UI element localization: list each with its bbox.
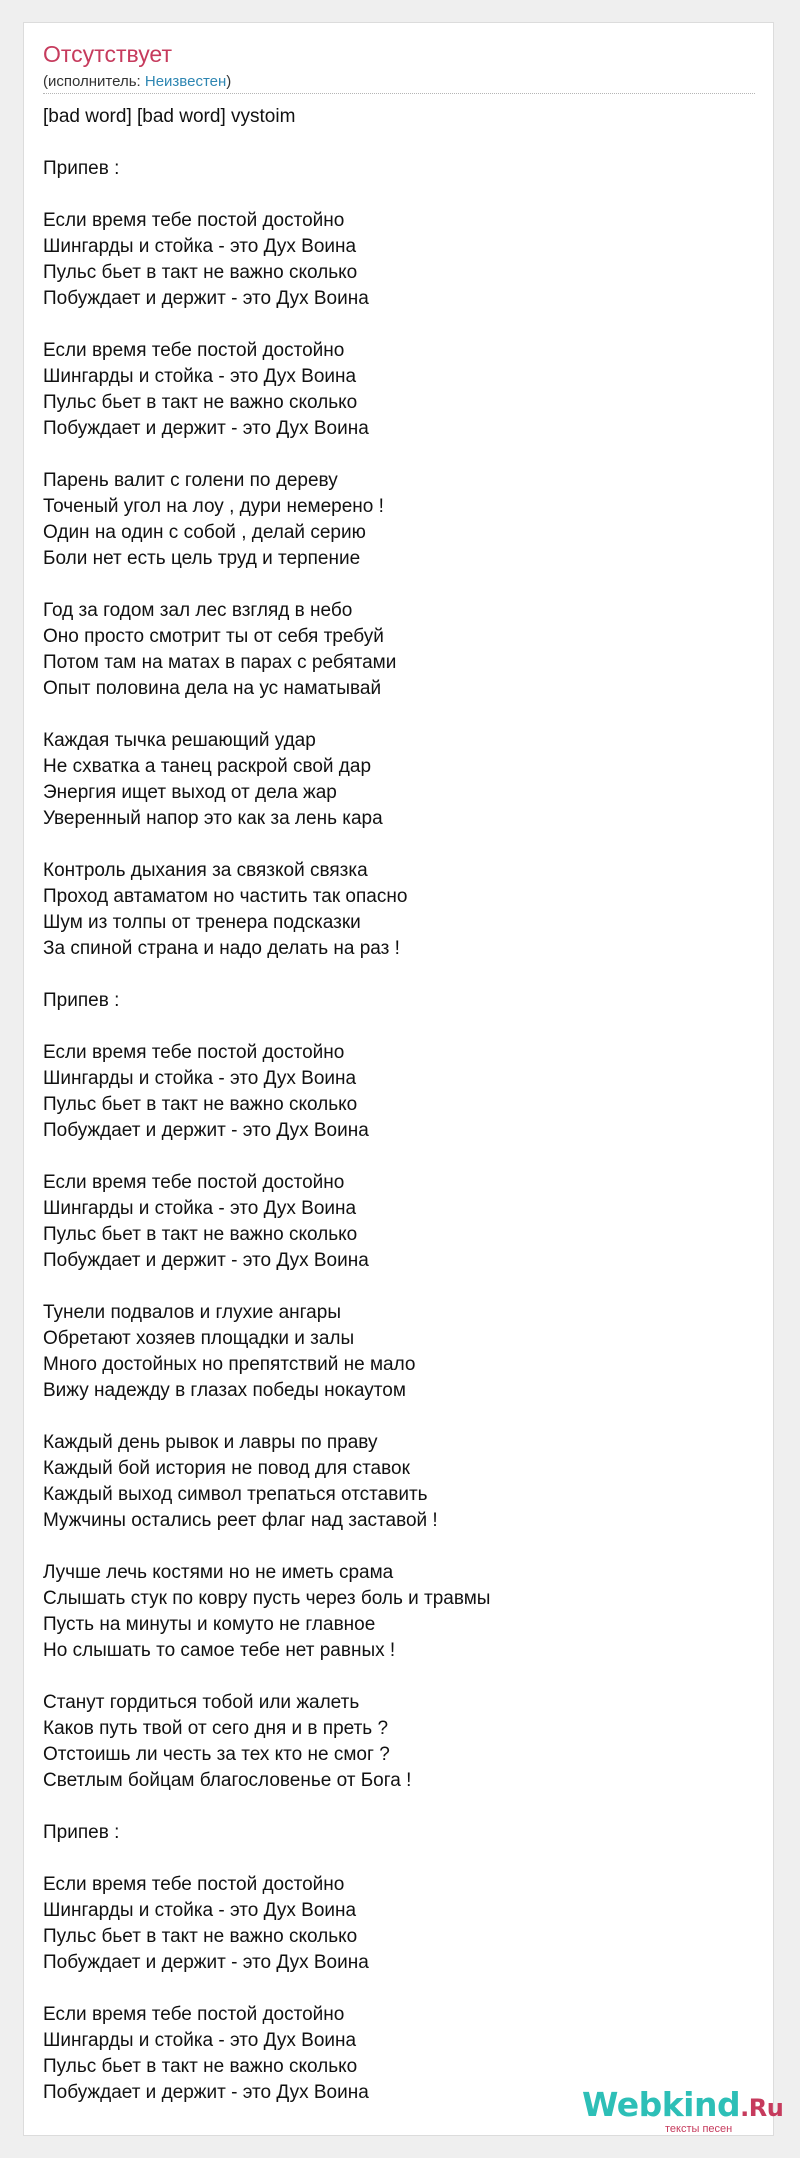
lyric-line: Каждая тычка решающий удар bbox=[43, 730, 316, 751]
lyric-line: Шингарды и стойка - это Дух Воина bbox=[43, 2030, 357, 2051]
lyric-line: Один на один с собой , делай серию bbox=[43, 522, 366, 543]
lyric-line: Оно просто смотрит ты от себя требуй bbox=[43, 626, 384, 647]
lyric-line: Шингарды и стойка - это Дух Воина bbox=[43, 236, 357, 257]
stanza-gap bbox=[43, 1014, 755, 1040]
artist-link[interactable]: Неизвестен bbox=[144, 73, 227, 90]
stanza-gap bbox=[43, 1534, 755, 1560]
lyric-line: Побуждает и держит - это Дух Воина bbox=[43, 1952, 369, 1973]
stanza-gap bbox=[43, 130, 755, 156]
lyric-line: Пульс бьет в такт не важно сколько bbox=[43, 1094, 358, 1115]
lyric-line: Шингарды и стойка - это Дух Воина bbox=[43, 1900, 357, 1921]
lyric-line: Парень валит с голени по дереву bbox=[43, 470, 338, 491]
lyric-line: Каждый день рывок и лавры по праву bbox=[43, 1432, 378, 1453]
lyric-line: [bad word] [bad word] vystoim bbox=[43, 106, 296, 127]
lyric-line: Энергия ищет выход от дела жар bbox=[43, 782, 337, 803]
lyric-line: Вижу надежду в глазах победы нокаутом bbox=[43, 1380, 406, 1401]
stanza-gap bbox=[43, 182, 755, 208]
lyrics-text bbox=[43, 104, 755, 2106]
lyric-line: Припев : bbox=[43, 990, 120, 1011]
lyric-line: Светлым бойцам благословенье от Бога ! bbox=[43, 1770, 412, 1791]
lyric-line: Пульс бьет в такт не важно сколько bbox=[43, 392, 358, 413]
lyric-line: Проход автаматом но частить так опасно bbox=[43, 886, 408, 907]
lyric-line: Пульс бьет в такт не важно сколько bbox=[43, 262, 358, 283]
lyric-line: За спиной страна и надо делать на раз ! bbox=[43, 938, 400, 959]
stanza-gap bbox=[43, 702, 755, 728]
lyric-line: Каждый бой история не повод для ставок bbox=[43, 1458, 410, 1479]
byline-prefix: (исполнитель: bbox=[43, 73, 145, 90]
stanza-gap bbox=[43, 1274, 755, 1300]
lyric-line: Если время тебе постой достойно bbox=[43, 1172, 345, 1193]
lyric-line: Припев : bbox=[43, 1822, 120, 1843]
lyric-line: Если время тебе постой достойно bbox=[43, 1874, 345, 1895]
stanza-gap bbox=[43, 962, 755, 988]
stanza-gap bbox=[43, 1846, 755, 1872]
stanza-gap bbox=[43, 1144, 755, 1170]
lyric-line: Не схватка а танец раскрой свой дар bbox=[43, 756, 372, 777]
stanza-gap bbox=[43, 1976, 755, 2002]
lyric-line: Обретают хозяев площадки и залы bbox=[43, 1328, 355, 1349]
stanza-gap bbox=[43, 832, 755, 858]
lyric-line: Припев : bbox=[43, 158, 120, 179]
lyric-line: Потом там на матах в парах с ребятами bbox=[43, 652, 397, 673]
lyric-line: Слышать стук по ковру пусть через боль и травмы bbox=[43, 1588, 491, 1609]
lyric-line: Опыт половина дела на ус наматывай bbox=[43, 678, 382, 699]
lyric-line: Каков путь твой от сего дня и в преть ? bbox=[43, 1718, 389, 1739]
lyric-line: Побуждает и держит - это Дух Воина bbox=[43, 1120, 369, 1141]
lyric-line: Побуждает и держит - это Дух Воина bbox=[43, 2082, 369, 2103]
lyric-line: Шингарды и стойка - это Дух Воина bbox=[43, 1068, 357, 1089]
lyric-line: Много достойных но препятствий не мало bbox=[43, 1354, 416, 1375]
logo-tagline: тексты песен bbox=[665, 2123, 733, 2135]
lyric-line: Побуждает и держит - это Дух Воина bbox=[43, 288, 369, 309]
lyric-line: Год за годом зал лес взгляд в небо bbox=[43, 600, 353, 621]
song-title: Отсутствует bbox=[43, 41, 172, 67]
artist-byline bbox=[43, 73, 231, 91]
stanza-gap bbox=[43, 312, 755, 338]
lyric-line: Если время тебе постой достойно bbox=[43, 2004, 345, 2025]
logo-wordmark: Webkind.Ru bbox=[582, 2085, 784, 2124]
lyric-line: Если время тебе постой достойно bbox=[43, 1042, 345, 1063]
stanza-gap bbox=[43, 572, 755, 598]
lyric-line: Пусть на минуты и комуто не главное bbox=[43, 1614, 376, 1635]
lyric-line: Пульс бьет в такт не важно сколько bbox=[43, 2056, 358, 2077]
lyric-line: Шингарды и стойка - это Дух Воина bbox=[43, 1198, 357, 1219]
lyric-line: Точеный угол на лоу , дури немерено ! bbox=[43, 496, 384, 517]
title-divider bbox=[43, 93, 755, 94]
lyric-line: Каждый выход символ трепаться отставить bbox=[43, 1484, 428, 1505]
lyric-line: Если время тебе постой достойно bbox=[43, 210, 345, 231]
lyric-line: Побуждает и держит - это Дух Воина bbox=[43, 1250, 369, 1271]
byline-suffix: ) bbox=[226, 73, 232, 90]
lyric-line: Мужчины остались реет флаг над заставой ! bbox=[43, 1510, 438, 1531]
lyric-line: Но слышать то самое тебе нет равных ! bbox=[43, 1640, 396, 1661]
lyric-line: Боли нет есть цель труд и терпение bbox=[43, 548, 361, 569]
lyric-line: Отстоишь ли честь за тех кто не смог ? bbox=[43, 1744, 390, 1765]
lyric-line: Пульс бьет в такт не важно сколько bbox=[43, 1224, 358, 1245]
lyric-line: Побуждает и держит - это Дух Воина bbox=[43, 418, 369, 439]
lyric-line: Лучше лечь костями но не иметь срама bbox=[43, 1562, 394, 1583]
webkind-logo[interactable] bbox=[582, 2085, 784, 2136]
lyric-line: Контроль дыхания за связкой связка bbox=[43, 860, 368, 881]
lyric-line: Тунели подвалов и глухие ангары bbox=[43, 1302, 341, 1323]
lyric-line: Шингарды и стойка - это Дух Воина bbox=[43, 366, 357, 387]
stanza-gap bbox=[43, 442, 755, 468]
lyric-line: Шум из толпы от тренера подсказки bbox=[43, 912, 361, 933]
lyric-line: Если время тебе постой достойно bbox=[43, 340, 345, 361]
stanza-gap bbox=[43, 1794, 755, 1820]
lyric-line: Уверенный напор это как за лень кара bbox=[43, 808, 383, 829]
lyrics-card bbox=[23, 22, 784, 2136]
lyric-line: Станут гордиться тобой или жалеть bbox=[43, 1692, 360, 1713]
stanza-gap bbox=[43, 1664, 755, 1690]
lyric-line: Пульс бьет в такт не важно сколько bbox=[43, 1926, 358, 1947]
stanza-gap bbox=[43, 1404, 755, 1430]
